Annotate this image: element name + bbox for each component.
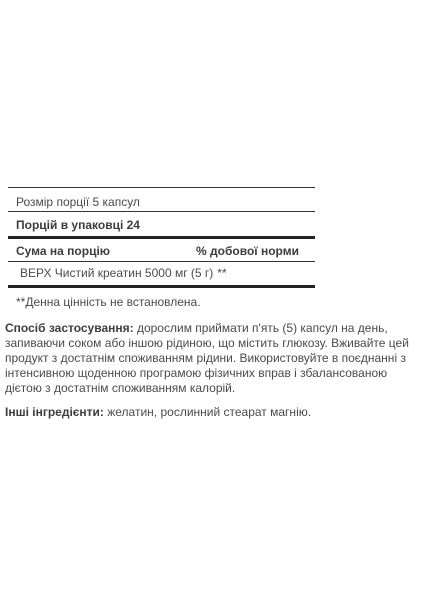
other-ingredients <box>5 405 415 420</box>
servings-per-container: Порцій в упаковці 24 <box>16 218 140 232</box>
supplement-facts-panel <box>8 187 315 314</box>
other-ingredients-text: желатин, рослинний стеарат магнію. <box>103 405 312 419</box>
serving-size: Розмір порції 5 капсул <box>16 195 140 209</box>
usage-text: дорослим приймати п'ять (5) капсул на день, запиваючи соком або іншою рідиною, що містить глюкозу. Вживайте цей продукт з достатнім споживанням рідини. Використовуйте в поєднанні з інтенсивною щоденною програмою фізичних вправ і збалансованою дієтою з достатнім споживанням калорій. <box>5 321 409 395</box>
usage-directions <box>5 321 415 396</box>
usage-label: Спосіб застосування: <box>5 321 134 335</box>
daily-value-footnote: **Денна цінність не встановлена. <box>16 295 201 309</box>
facts-column-header <box>8 239 315 261</box>
ingredient-row <box>8 262 315 285</box>
ingredient-daily-value: ** <box>217 266 227 280</box>
daily-value-label: % добової норми <box>196 244 299 258</box>
ingredient-name: ВЕРХ Чистий креатин 5000 мг (5 г) <box>20 266 214 280</box>
amount-per-serving-label: Сума на порцію <box>16 244 111 258</box>
other-ingredients-label: Інші інгредієнти: <box>5 405 104 419</box>
